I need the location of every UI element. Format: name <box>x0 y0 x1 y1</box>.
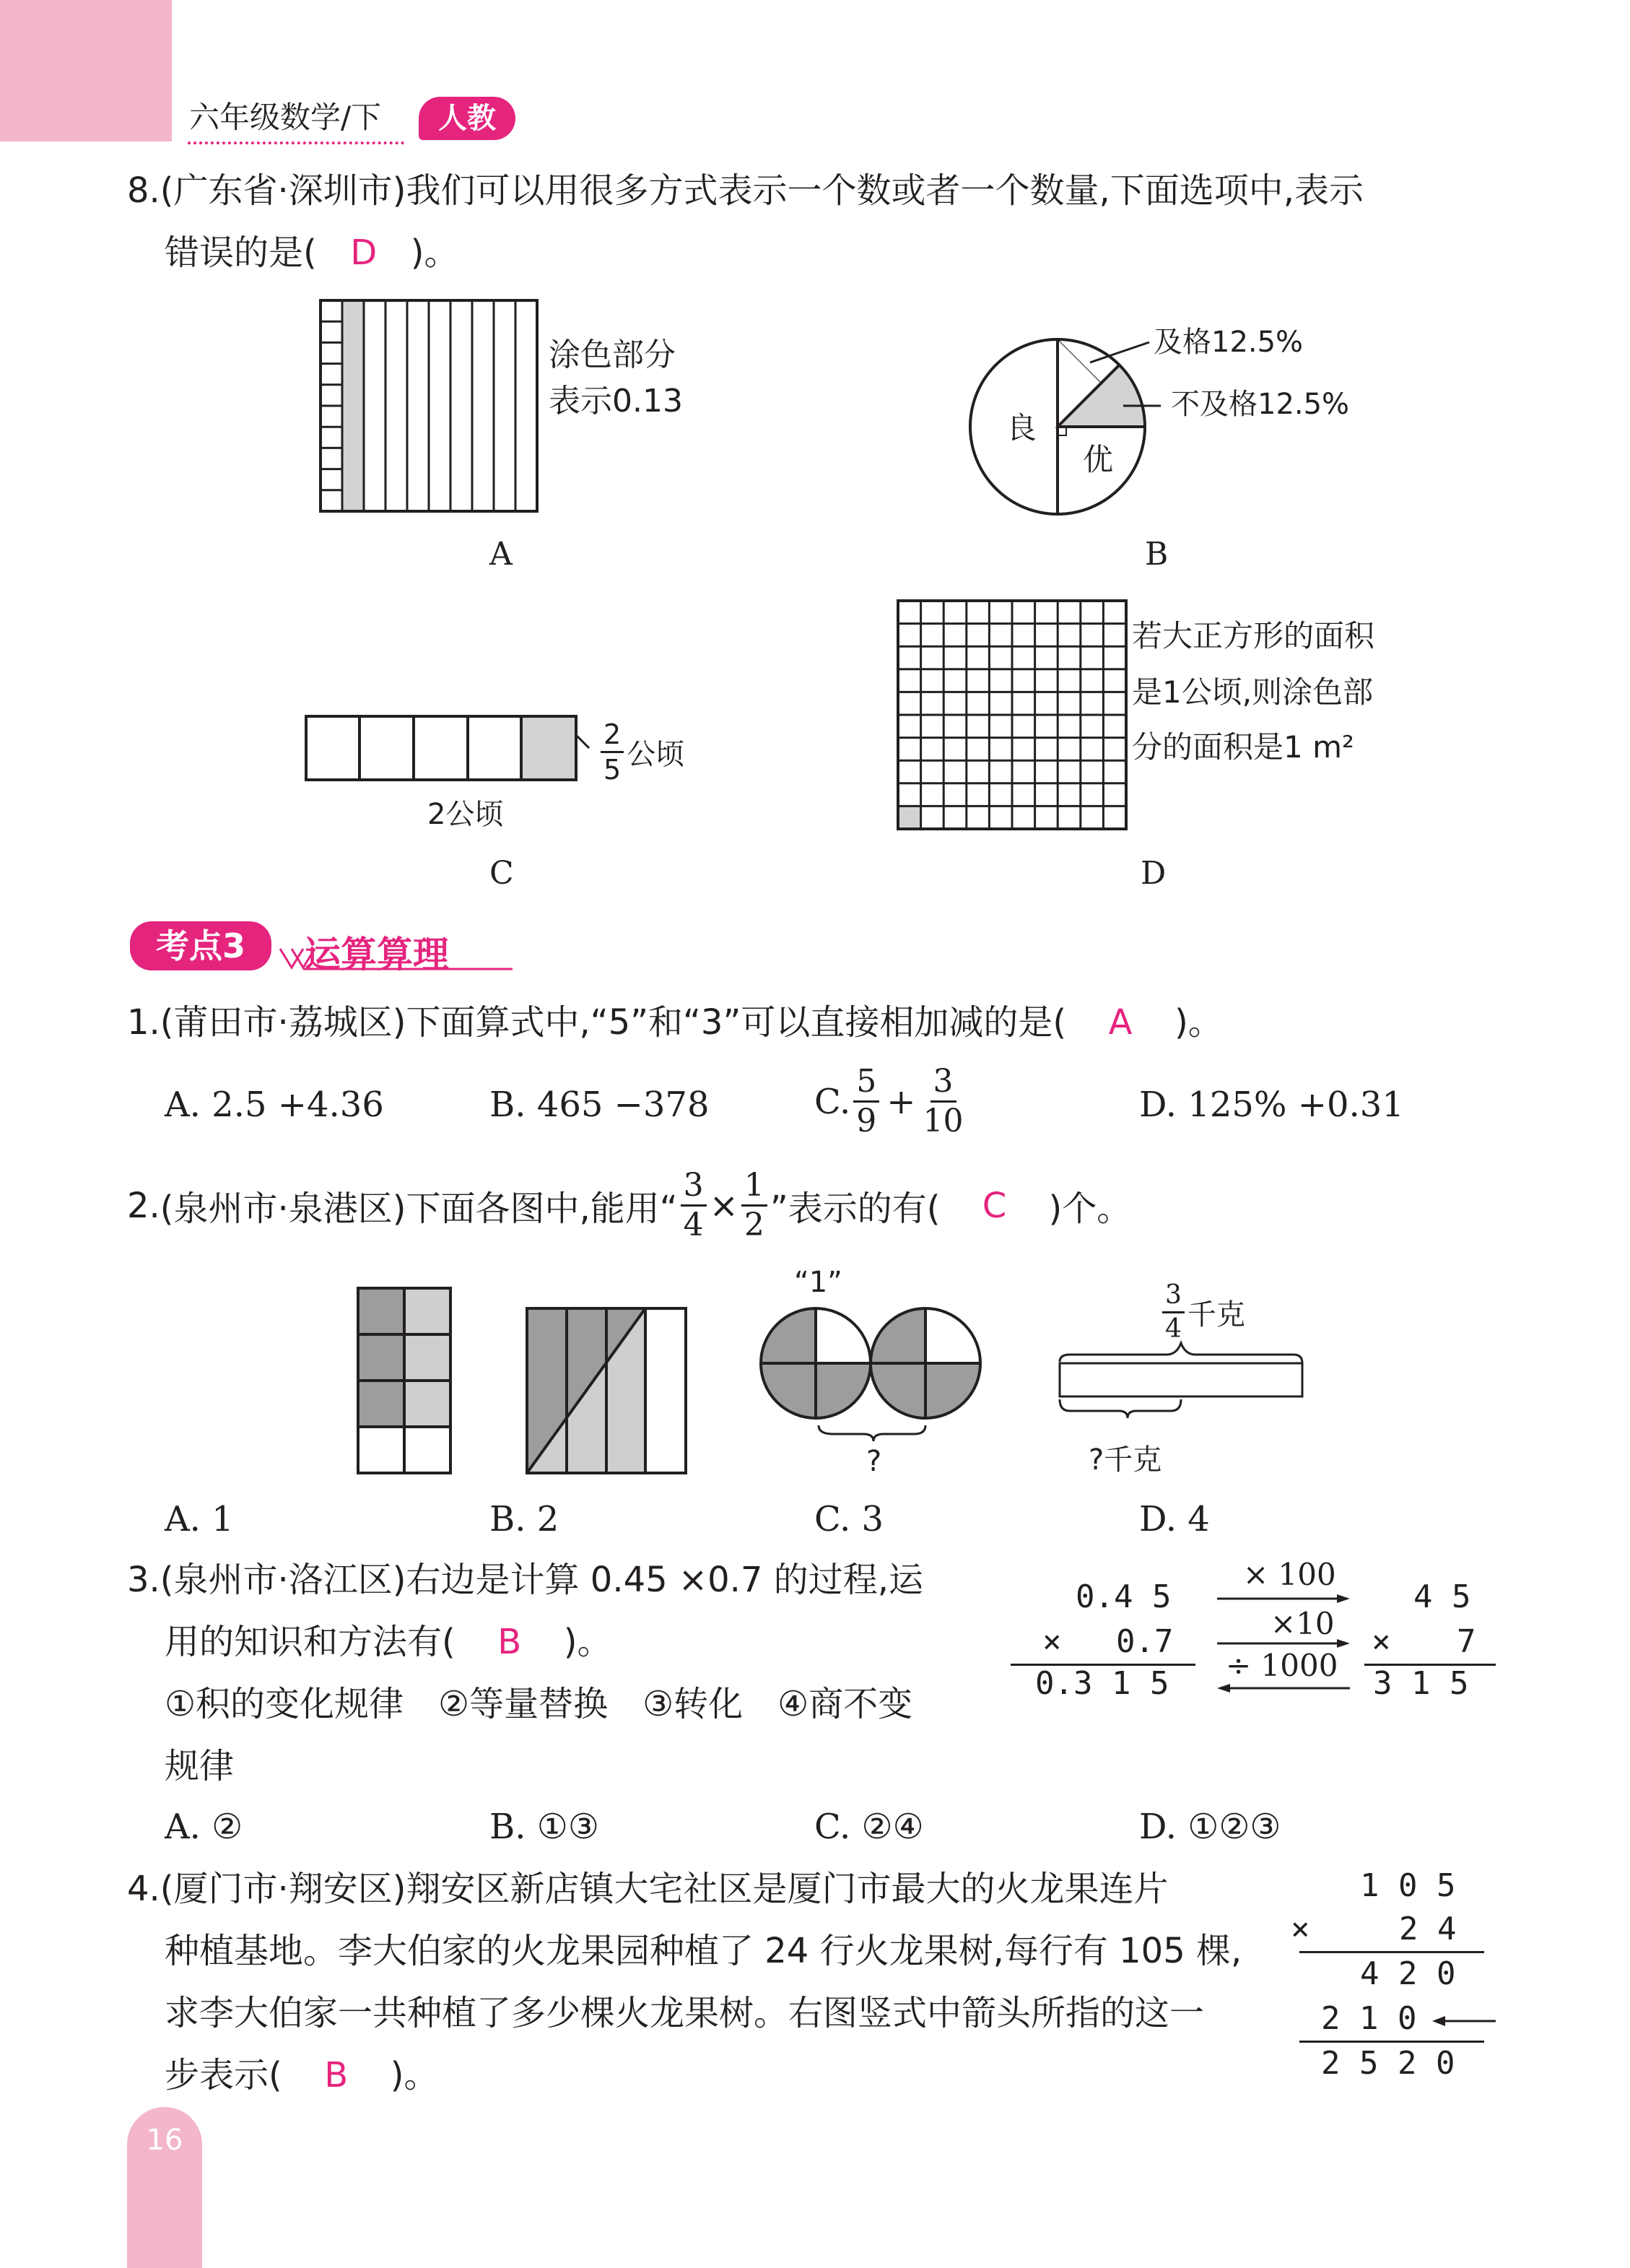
q3-line1 <box>127 1560 923 1600</box>
q1-c-f1-den: 9 <box>856 1103 877 1139</box>
q8-option-d-label: D <box>1141 855 1167 892</box>
q4-line3: 求李大伯家一共种植了多少棵火龙果树。右图竖式中箭头所指的这一 <box>165 1993 1205 2033</box>
q3-calc-right-top: 4 5 <box>1413 1578 1471 1615</box>
q2-bar-frac-den: 4 <box>1165 1314 1182 1344</box>
q8-line2 <box>165 233 459 273</box>
q2-f2-den: 2 <box>744 1207 764 1243</box>
q4-calc-arrow <box>1429 2010 1499 2032</box>
q8-number: 8. <box>127 170 160 211</box>
q1-option-c-label: C. <box>814 1081 851 1122</box>
q1-source: (莆田市·荔城区) <box>160 1002 406 1043</box>
header-dotted-line <box>188 142 404 144</box>
header-title: 六年级数学/下 <box>189 100 382 135</box>
q3-calc-left-top: 0.4 5 <box>1076 1578 1172 1615</box>
q1-text: 下面算式中,“5”和“3”可以直接相加减的是( <box>406 1002 1067 1043</box>
q8-option-a-text1: 涂色部分 <box>549 336 676 373</box>
q8-option-a-figure <box>318 297 541 514</box>
q3-calc-left-bottom: 0.3 1 5 <box>1035 1665 1169 1702</box>
q8-c-frac-den: 5 <box>603 754 622 786</box>
q4-calc-line1 <box>1299 1951 1484 1953</box>
q3-stem2-end: )。 <box>563 1622 612 1662</box>
q8-option-a-label: A <box>489 536 513 573</box>
q2-figure-b <box>524 1305 689 1476</box>
q1-option-c <box>814 1063 967 1139</box>
q3-calc-right-bottom: 3 1 5 <box>1373 1665 1469 1702</box>
q1-option-b: B. 465 −378 <box>489 1085 710 1125</box>
q2-stem <box>127 1167 1132 1243</box>
q1-c-plus: + <box>886 1081 916 1122</box>
q4-calc-row2: 2 4 <box>1399 1911 1457 1947</box>
q2-bar-question: ?千克 <box>1089 1443 1162 1477</box>
q2-number: 2. <box>127 1185 160 1226</box>
q3-stem2: 用的知识和方法有( <box>165 1622 456 1662</box>
q4-stem1: 翔安区新店镇大宅社区是厦门市最大的火龙果连片 <box>406 1869 1169 1909</box>
q3-stem: 右边是计算 0.45 ×0.7 的过程,运 <box>406 1560 923 1600</box>
q8-stem2-end: )。 <box>410 233 459 273</box>
q3-calc-left-mul: × <box>1042 1623 1062 1660</box>
q3-calc-arrow1-label: × 100 <box>1243 1557 1336 1592</box>
q3-option-b: B. ①③ <box>489 1807 599 1847</box>
q3-answer: B <box>497 1622 522 1662</box>
q4-calc-row5: 2 5 2 0 <box>1321 2045 1455 2082</box>
q4-number: 4. <box>127 1869 160 1909</box>
q8-option-d-text1: 若大正方形的面积 <box>1132 618 1375 653</box>
q8-answer: D <box>350 233 378 273</box>
q2-answer: C <box>982 1185 1007 1226</box>
q3-calc-right-mul: × <box>1372 1623 1391 1660</box>
q3-calc-arrow2-label: ×10 <box>1271 1606 1335 1641</box>
q4-source: (厦门市·翔安区) <box>160 1869 406 1909</box>
q3-source: (泉州市·洛江区) <box>160 1560 406 1600</box>
q1-text-end: )。 <box>1174 1002 1223 1043</box>
q4-calc-row1: 1 0 5 <box>1360 1867 1456 1904</box>
q8-pie-good-label: 良 <box>1006 410 1037 446</box>
q4-calc-row4: 2 1 0 <box>1321 2000 1417 2037</box>
section-badge: 考点3 <box>130 921 271 970</box>
q1-c-f2-num: 3 <box>931 1066 956 1103</box>
q8-option-c-fraction-label <box>598 718 685 786</box>
q2-figure-c <box>758 1305 986 1443</box>
q8-c-unit: 公顷 <box>627 738 685 771</box>
q3-calc-left-mid: 0.7 <box>1116 1623 1174 1660</box>
q1-option-a: A. 2.5 +4.36 <box>165 1085 384 1125</box>
q8-pie-fail-label: 不及格12.5% <box>1171 388 1350 421</box>
q1-number: 1. <box>127 1002 160 1043</box>
q8-c-frac-num: 2 <box>601 721 624 753</box>
q1-answer: A <box>1108 1002 1133 1043</box>
q2-times: × <box>709 1185 738 1226</box>
q1-stem <box>127 1002 1223 1043</box>
section-title: 运算算理 <box>305 934 449 976</box>
q8-option-d-text3: 分的面积是1 m² <box>1132 729 1354 765</box>
q8-pie-excellent-label: 优 <box>1083 442 1114 477</box>
q2-option-d: D. 4 <box>1139 1499 1210 1539</box>
header-badge: 人教 <box>419 97 515 140</box>
q3-option-d: D. ①②③ <box>1139 1807 1281 1847</box>
q2-bar-fraction-label <box>1159 1282 1245 1342</box>
q3-calc-arrows <box>1213 1589 1354 1697</box>
q2-text-mid: ”表示的有( <box>770 1189 941 1229</box>
q3-line2 <box>165 1622 612 1662</box>
q8-option-d-text2: 是1公顷,则涂色部 <box>1132 674 1374 710</box>
q2-figure-d <box>1055 1340 1305 1420</box>
q3-methods: ①积的变化规律 ②等量替换 ③转化 ④商不变 <box>165 1684 913 1724</box>
page-number: 16 <box>146 2124 183 2157</box>
q2-f1-num: 3 <box>681 1170 707 1207</box>
q8-option-c-figure <box>303 713 592 786</box>
q2-circle-label: “1” <box>794 1266 842 1299</box>
q3-calc-arrow3-label: ÷ 1000 <box>1226 1648 1338 1683</box>
corner-tab <box>0 0 172 142</box>
q2-option-c: C. 3 <box>814 1499 884 1539</box>
q2-figure-a <box>355 1285 453 1476</box>
q8-option-c-total: 2公顷 <box>427 798 504 831</box>
q3-option-c: C. ②④ <box>814 1807 924 1847</box>
q3-number: 3. <box>127 1560 160 1600</box>
q8-option-c-label: C <box>489 855 514 892</box>
q8-line1 <box>127 170 1364 211</box>
q4-answer: B <box>324 2055 349 2095</box>
q2-bar-frac-num: 3 <box>1162 1282 1185 1313</box>
q3-option-a: A. ② <box>165 1807 243 1847</box>
q4-line2: 种植基地。李大伯家的火龙果园种植了 24 行火龙果树,每行有 105 棵, <box>165 1931 1242 1971</box>
q2-text: 下面各图中,能用“ <box>406 1189 678 1229</box>
section-underline <box>277 946 515 975</box>
q2-option-a: A. 1 <box>165 1499 234 1539</box>
q4-line1 <box>127 1869 1169 1909</box>
q3-methods-cont: 规律 <box>165 1746 235 1786</box>
q4-calc-mul: × <box>1291 1911 1310 1947</box>
q2-f1-den: 4 <box>683 1207 704 1243</box>
q1-c-f2-den: 10 <box>923 1103 964 1139</box>
q8-option-a-text2: 表示0.13 <box>549 383 683 420</box>
q4-stem4-end: )。 <box>390 2055 439 2095</box>
q4-calc-line2 <box>1299 2041 1484 2043</box>
q1-c-f1-num: 5 <box>853 1066 879 1103</box>
q4-calc-row3: 4 2 0 <box>1360 1955 1456 1992</box>
q8-stem2: 错误的是( <box>165 233 317 273</box>
q2-f2-num: 1 <box>741 1170 767 1207</box>
q8-option-b-label: B <box>1145 536 1169 573</box>
q8-stem: 我们可以用很多方式表示一个数或者一个数量,下面选项中,表示 <box>406 170 1364 211</box>
q8-option-d-figure <box>895 598 1129 832</box>
q2-option-b: B. 2 <box>489 1499 559 1539</box>
q2-text-end: )个。 <box>1048 1189 1132 1229</box>
q2-source: (泉州市·泉港区) <box>160 1189 406 1229</box>
q2-circle-question: ? <box>866 1445 882 1478</box>
q2-bar-unit: 千克 <box>1187 1298 1245 1331</box>
q1-option-d: D. 125% +0.31 <box>1139 1085 1404 1125</box>
q8-pie-pass-label: 及格12.5% <box>1154 326 1304 359</box>
q4-stem4: 步表示( <box>165 2055 282 2095</box>
q3-calc-right-mid: 7 <box>1457 1623 1476 1660</box>
q4-line4 <box>165 2055 439 2095</box>
q8-source: (广东省·深圳市) <box>160 170 406 211</box>
